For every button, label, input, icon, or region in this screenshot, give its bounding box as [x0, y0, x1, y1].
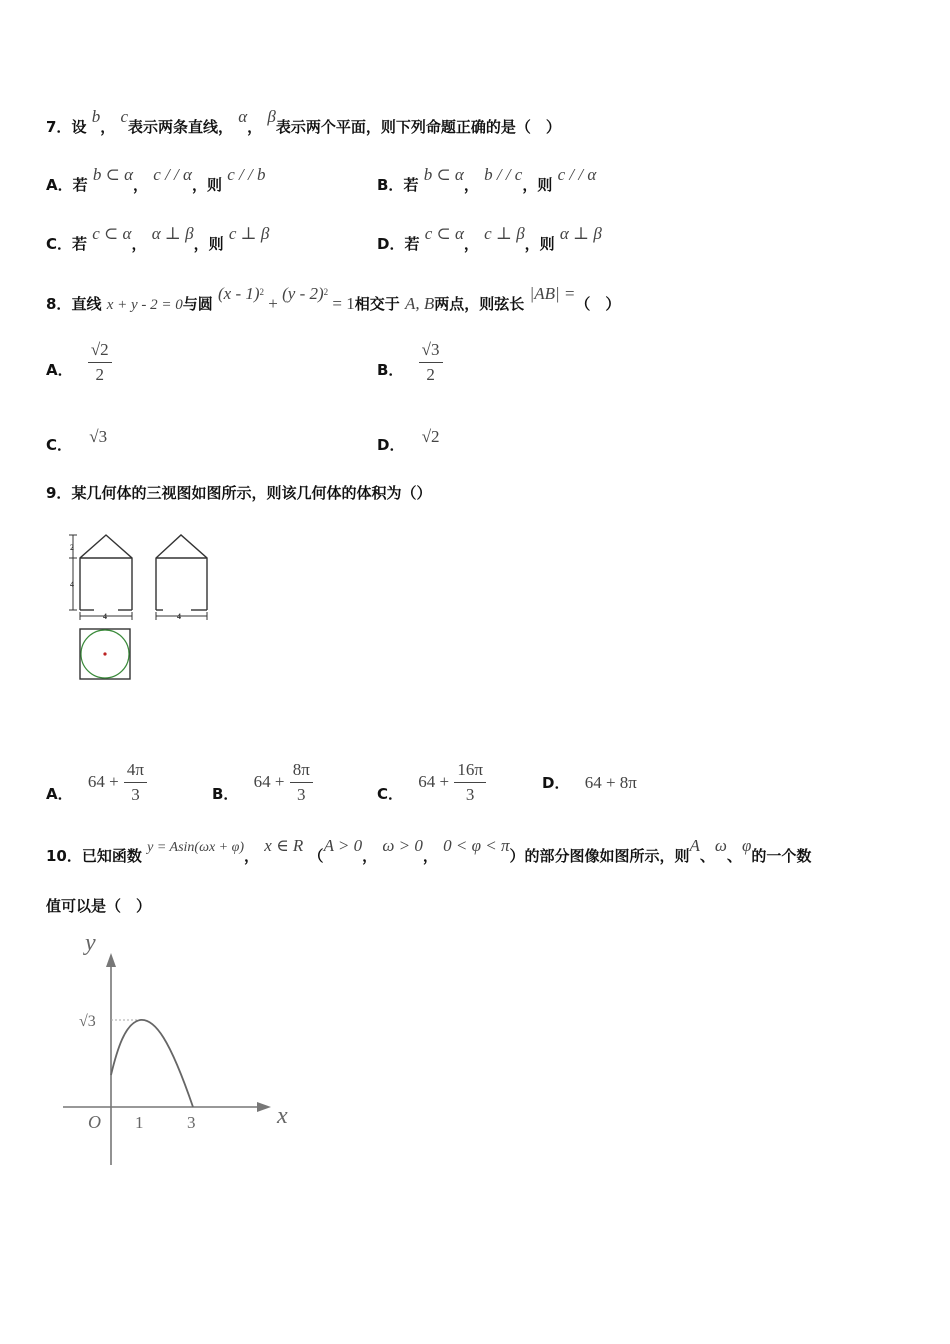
y-axis-arrow	[106, 953, 116, 967]
math-b: b	[91, 107, 101, 126]
q7-option-d[interactable]: D．若 c ⊂ α， c ⊥ β，则 α ⊥ β	[377, 224, 602, 253]
q9-option-d[interactable]: D． 64 + 8π	[542, 773, 637, 792]
sine-graph	[55, 925, 305, 1170]
three-view-figure	[60, 525, 220, 690]
front-view	[80, 535, 132, 610]
top-view	[80, 629, 130, 679]
x-axis-arrow	[257, 1102, 271, 1112]
q8-number: 8．	[46, 295, 72, 313]
q10-stem-line2: 值可以是（ ）	[46, 897, 152, 915]
q9-option-b[interactable]: B． 64 + $\frac{8\pi}{3}$	[212, 748, 313, 793]
math-beta: β	[267, 107, 276, 126]
math-c: c	[120, 107, 128, 126]
ymax-label: √3	[79, 1013, 96, 1030]
q9-number: 9．	[46, 484, 72, 502]
y-axis-label: y	[85, 930, 96, 956]
q7-number: 7．	[46, 118, 72, 136]
dim-bottom1-label: 4	[103, 612, 107, 621]
dim-side-label: 4	[70, 580, 74, 589]
q8-stem: 8．直线 x + y - 2 = 0与圆 (x - 1)$^2$ + (y - 2)$^2$ = 1相交于 A, B两点，则弦长 |AB| =（ ）	[46, 284, 621, 313]
sine-curve	[111, 1020, 193, 1107]
q9-stem: 9．某几何体的三视图如图所示，则该几何体的体积为（）	[46, 484, 432, 502]
tick-1-label: 1	[135, 1113, 144, 1132]
math-alpha: α	[238, 107, 248, 126]
q9-option-a[interactable]: A． 64 + $\frac{4\pi}{3}$	[46, 748, 147, 793]
dim-bottom2-label: 4	[177, 612, 181, 621]
q8-option-a[interactable]: A． $\frac{√2}{2}$	[46, 340, 112, 385]
q10-number: 10．	[46, 847, 82, 865]
dim-top-label: 2	[70, 543, 74, 552]
side-view	[156, 535, 207, 610]
dimension-bottom-side	[156, 612, 207, 620]
q8-option-d[interactable]: D． √2	[377, 427, 440, 454]
x-axis-label: x	[277, 1103, 288, 1129]
q8-option-c[interactable]: C． √3	[46, 427, 108, 454]
q9-option-c[interactable]: C． 64 + $\frac{16\pi}{3}$	[377, 748, 486, 793]
q10-stem: 10．已知函数 y = Asin(ωx + φ)， x ∈ R （A > 0， ω > 0， 0 < φ < π）的部分图像如图所示，则A、ω、φ的一个数	[46, 836, 812, 865]
q7-stem: 7．设 b， c表示两条直线， α， β表示两个平面，则下列命题正确的是（ ）	[46, 107, 561, 136]
q8-option-b[interactable]: B． $\frac{√3}{2}$	[377, 340, 443, 385]
tick-3-label: 3	[187, 1113, 196, 1132]
q7-option-b[interactable]: B．若 b ⊂ α， b / / c，则 c / / α	[377, 165, 597, 194]
origin-label: O	[88, 1112, 101, 1132]
q7-option-a[interactable]: A．若 b ⊂ α， c / / α，则 c / / b	[46, 165, 266, 194]
q7-option-c[interactable]: C．若 c ⊂ α， α ⊥ β，则 c ⊥ β	[46, 224, 270, 253]
